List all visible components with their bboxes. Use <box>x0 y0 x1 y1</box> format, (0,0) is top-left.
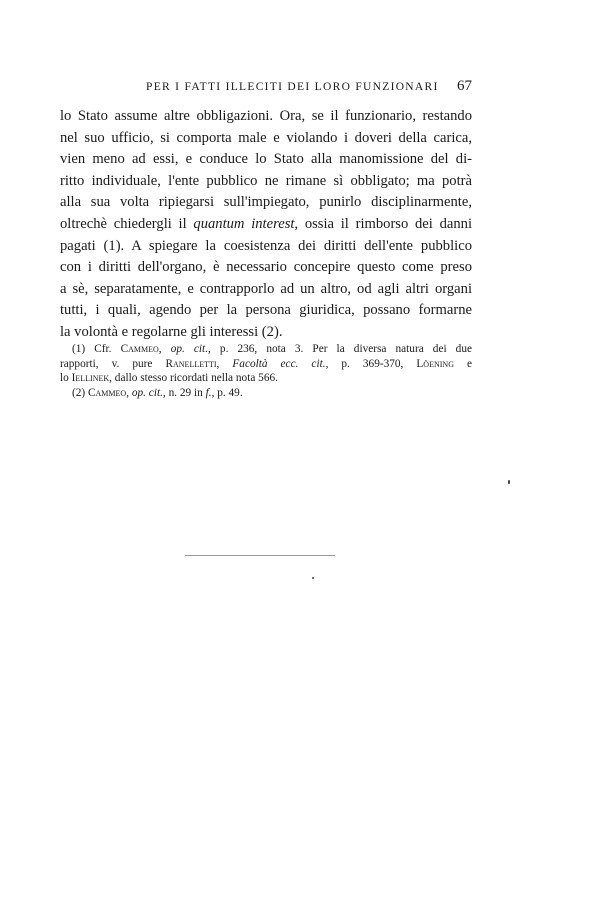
italic-phrase: quantum interest, <box>193 215 299 232</box>
author-name: Iellinek <box>71 372 110 385</box>
print-speck <box>312 577 314 579</box>
text-line: vien meno ad essi, e conduce lo Stato alla manomissione del di- <box>60 151 472 168</box>
footnote-text: , n. 29 in <box>162 386 206 399</box>
footnote-2-line <box>60 386 472 401</box>
footnotes <box>60 342 472 400</box>
footnote-text: (1) Cfr. <box>72 343 121 355</box>
text-line: con i diritti dell'organo, è necessario concepire questo come preso <box>60 259 472 276</box>
footnote-1-line <box>60 357 472 372</box>
text-line: nel suo ufficio, si comporta male e violando i doveri della carica, <box>60 129 472 146</box>
text-line: tutti, i quali, agendo per la persona giuridica, possano formarne <box>60 302 472 319</box>
footnote-text: , <box>126 386 132 399</box>
footnote-text: , p. 236, nota 3. Per la diversa natura dei due <box>208 343 472 355</box>
citation-italic: op. cit. <box>170 343 209 355</box>
page-header <box>60 78 472 98</box>
footnote-text: lo <box>60 372 72 385</box>
text-line: pagati (1). A spiegare la coesistenza dei diritti dell'ente pubblico <box>60 237 472 254</box>
footnote-text: , <box>158 343 171 355</box>
page-number: 67 <box>457 78 472 94</box>
running-head: PER I FATTI ILLECITI DEI LORO FUNZIONARI <box>146 81 439 93</box>
text-segment: oltrechè chiedergli il <box>60 215 194 232</box>
footnote-text: , <box>216 357 233 370</box>
author-name: Löening <box>416 357 454 370</box>
footnote-1-line <box>60 371 472 386</box>
footnote-text: e <box>453 357 473 370</box>
footnote-text: (2) <box>72 386 88 399</box>
section-rule <box>185 555 335 556</box>
citation-italic: op. cit. <box>131 386 163 399</box>
body-paragraph <box>60 106 472 344</box>
footnote-text: , p. 369-370, <box>325 357 417 370</box>
author-name: Cammeo <box>88 386 127 399</box>
citation-italic: Facoltà ecc. cit. <box>232 357 326 370</box>
author-name: Ranelletti <box>165 357 217 370</box>
citation-italic: f. <box>205 386 212 399</box>
footnote-1-line <box>60 342 472 357</box>
footnote-text: , p. 49. <box>211 386 243 399</box>
print-speck <box>508 480 510 484</box>
text-line: lo Stato assume altre obbligazioni. Ora, se il funzionario, restando <box>60 108 472 124</box>
text-line: a sè, separatamente, e contrapporlo ad un altro, od agli altri organi <box>60 280 472 297</box>
author-name: Cammeo <box>120 343 159 355</box>
text-line: alla sua volta ripiegarsi sull'impiegato, punirlo disciplinarmente, <box>60 194 472 211</box>
text-line: ritto individuale, l'ente pubblico ne rimane sì obbligato; ma potrà <box>60 172 472 189</box>
footnote-text: rapporti, v. pure <box>60 357 166 370</box>
text-line <box>60 214 472 236</box>
text-segment: ossia il rimborso dei danni <box>298 215 472 232</box>
footnote-text: , dallo stesso ricordati nella nota 566. <box>109 372 278 385</box>
text-line: la volontà e regolarne gli interessi (2). <box>60 323 283 340</box>
